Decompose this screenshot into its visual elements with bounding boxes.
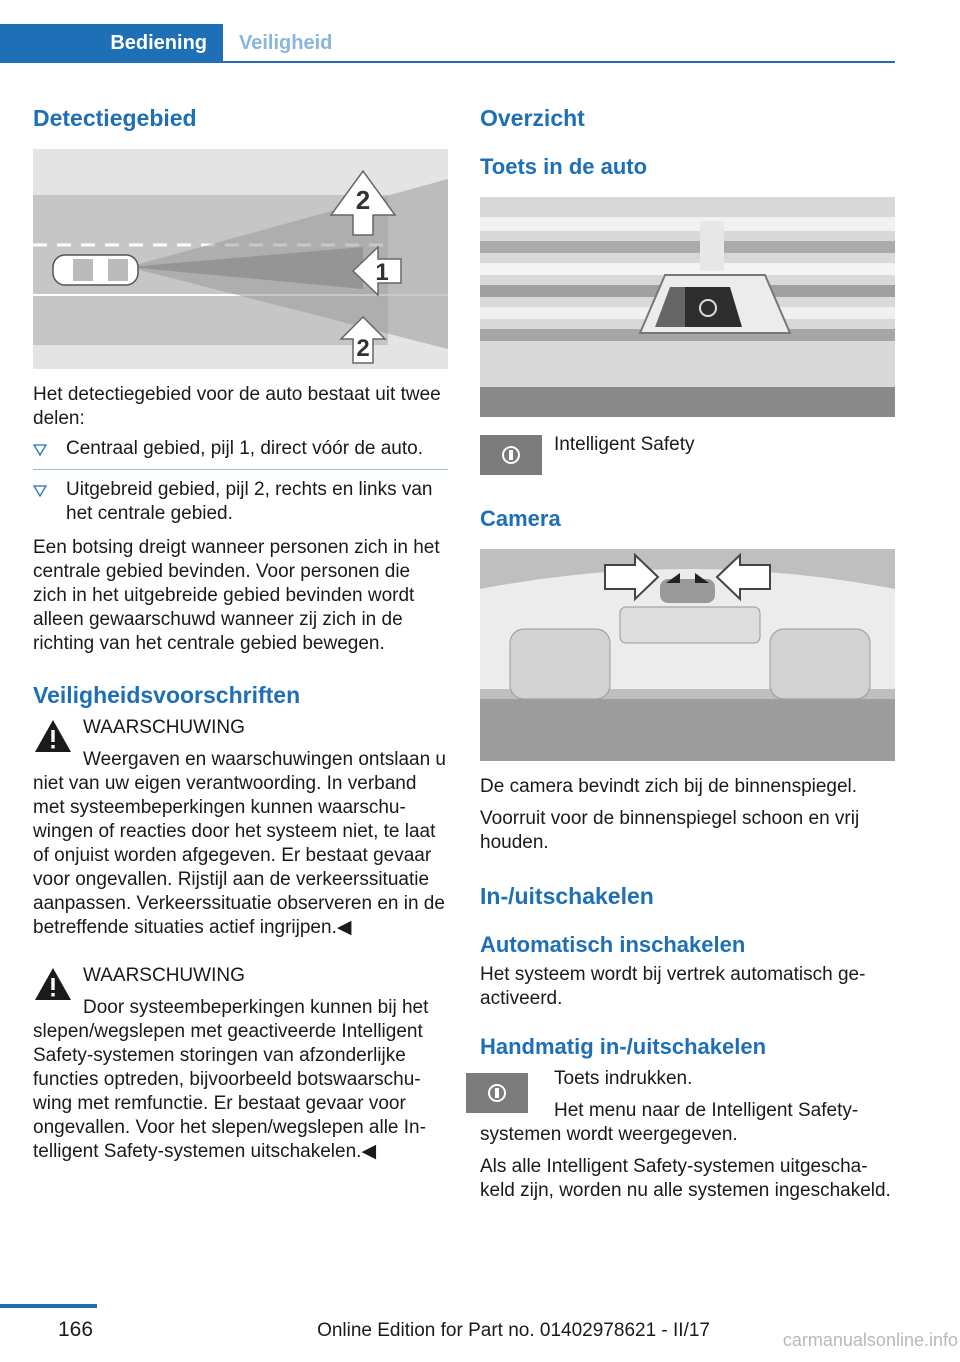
section-title-overzicht: Overzicht	[480, 105, 585, 131]
header-rule	[0, 61, 895, 63]
right-column	[480, 95, 895, 1203]
section-title-in-uitschakelen: In-/uitschakelen	[480, 883, 654, 909]
intelligent-safety-row	[480, 435, 895, 477]
detection-area-figure	[33, 149, 448, 369]
footer-rule	[0, 1304, 97, 1308]
manual-row	[480, 1067, 895, 1147]
button-in-car-figure	[480, 197, 895, 417]
automatic-paragraph: Het systeem wordt bij vertrek automatisch geactiveerd.	[480, 964, 866, 1009]
warning-text: Weergaven en waarschuwingen ontslaan u niet van uw eigen verantwoording. In verband met systeembeperkingen kunnen waarschuwingen of reacties door het systeem niet, te laat of onjuist worden afgegeven. Er bestaat gevaar voor ongevallen. Rijstijl aan de verkeerssituatie aanpassen. Verkeerssituatie observeren en in de betreffende situaties actief ingrijpen.◀	[33, 749, 446, 938]
subtitle-toets: Toets in de auto	[480, 154, 648, 179]
edition-note: Online Edition for Part no. 01402978621 - II/17	[317, 1320, 710, 1341]
intelligent-safety-caption: Intelligent Safety	[554, 434, 695, 455]
warning-triangle-icon	[33, 966, 73, 1002]
warning-heading: WAARSCHUWING	[83, 717, 245, 738]
safety-symbol-icon	[466, 1073, 528, 1113]
page-number: 166	[58, 1318, 94, 1341]
bullet-text: Uitgebreid gebied, pijl 2, rechts en links van het centrale gebied.	[66, 479, 433, 524]
warning-heading: WAARSCHUWING	[83, 965, 245, 986]
warning-triangle-icon	[33, 718, 73, 754]
subtitle-automatisch: Automatisch inschakelen	[480, 932, 746, 957]
intelligent-safety-button-icon[interactable]	[466, 1073, 528, 1113]
warning-block-1	[33, 716, 448, 940]
warning-block-2	[33, 964, 448, 1164]
intelligent-safety-button-icon[interactable]	[480, 435, 542, 475]
subtitle-camera: Camera	[480, 506, 561, 531]
arrow-label-2-bottom: 2	[356, 335, 370, 362]
list-item	[33, 437, 448, 469]
detection-area-illustration	[33, 149, 448, 369]
manual-step-1: Toets indrukken.	[554, 1068, 693, 1089]
intro-text: Het detectiegebied voor de auto bestaat uit twee delen:	[33, 384, 441, 429]
detection-bullets	[33, 437, 448, 532]
safety-symbol-icon	[480, 435, 542, 475]
left-column	[33, 95, 448, 1164]
camera-paragraph-2: Voorruit voor de binnenspiegel schoon en vrij houden.	[480, 808, 860, 853]
manual-step-2: Het menu naar de Intelligent Safety-systemen wordt weergegeven.	[480, 1100, 859, 1145]
triangle-bullet-icon	[33, 443, 47, 457]
camera-interior-illustration	[480, 549, 895, 761]
warning-text: Door systeembeperkingen kunnen bij het slepen/wegslepen met geactiveerde Intelligent Safety-systemen storingen van afzonderlijke functies optreden, bijvoorbeeld botswaarschuwing met remfunctie. Er bestaat gevaar voor ongevallen. Voor het slepen/wegslepen alle Intelligent Safety-systemen uitschakelen.◀	[33, 997, 429, 1162]
subtitle-handmatig: Handmatig in-/uitschakelen	[480, 1034, 767, 1059]
camera-figure	[480, 549, 895, 761]
triangle-bullet-icon	[33, 484, 47, 498]
arrow-label-2-top: 2	[355, 185, 371, 215]
camera-paragraph-1: De camera bevindt zich bij de binnenspiegel.	[480, 776, 858, 797]
body-paragraph: Een botsing dreigt wanneer personen zich in het centrale gebied bevinden. Voor personen die zich in het uitgebreide gebied bevinden wordt alleen gewaarschuwd wanneer zij zich in de richting van het centrale gebied bewegen.	[33, 537, 440, 654]
watermark-logo: carmanualsonline.info	[782, 1330, 958, 1350]
bullet-text: Centraal gebied, pijl 1, direct vóór de auto.	[66, 438, 423, 459]
section-title-veiligheidsvoorschriften: Veiligheidsvoorschriften	[33, 682, 301, 708]
section-title-detectiegebied: Detectiegebied	[33, 105, 197, 131]
manual-paragraph: Als alle Intelligent Safety-systemen uitgeschakeld zijn, worden nu alle systemen ingeschakeld.	[480, 1156, 891, 1201]
arrow-label-1: 1	[375, 259, 389, 286]
tab-bediening[interactable]: Bediening	[0, 24, 223, 62]
list-item	[33, 469, 448, 532]
tab-veiligheid[interactable]: Veiligheid	[239, 32, 333, 54]
dashboard-button-illustration	[480, 197, 895, 417]
header-tabs	[0, 24, 895, 62]
